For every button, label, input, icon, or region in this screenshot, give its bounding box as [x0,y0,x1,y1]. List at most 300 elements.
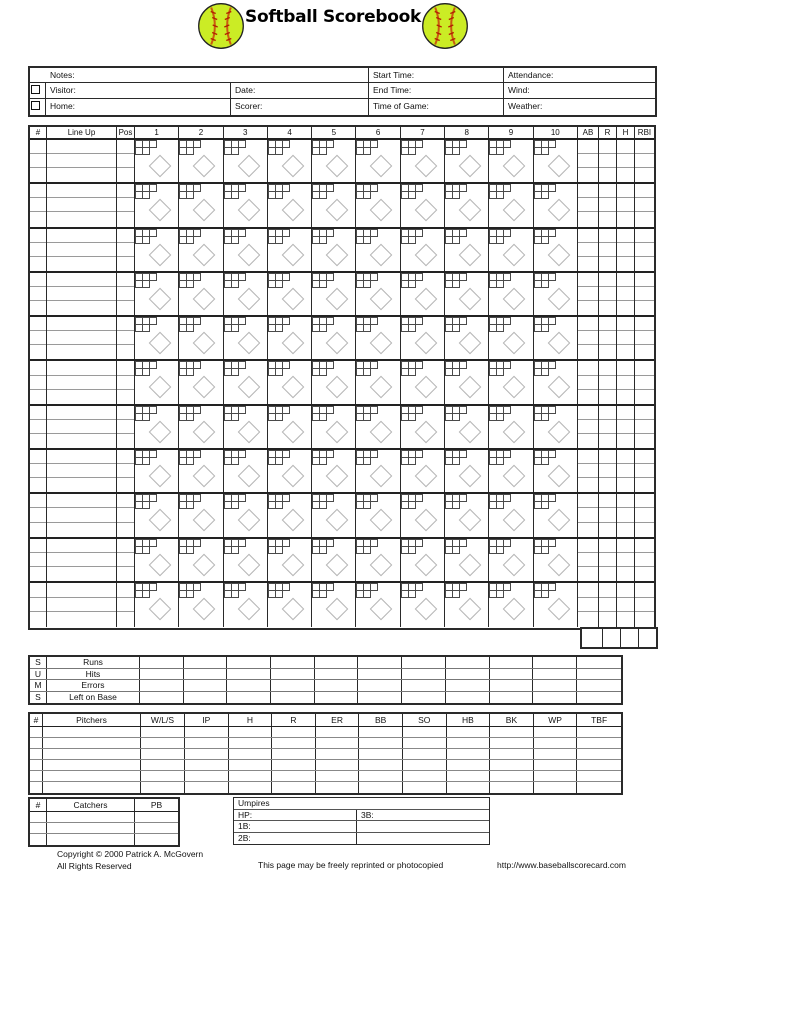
diamond-icon [547,465,570,488]
inning-cell [224,184,268,226]
pitcher-cell [447,771,491,781]
stat-cell [617,140,635,182]
pitcher-cell [229,749,273,759]
pitcher-cell [447,749,491,759]
sums-cell [446,692,490,704]
pitch-count-grid [356,361,379,376]
pitch-count-grid [489,539,512,554]
pitch-count-grid [135,539,158,554]
lineup-cell [47,406,117,448]
inning-cell [489,583,533,627]
diamond-icon [459,155,482,178]
diamond-icon [193,155,216,178]
sums-letter: U [30,669,47,680]
col-header-inning: 8 [445,127,489,138]
inning-cell [445,229,489,271]
col-header-inning: 1 [135,127,179,138]
pitcher-row [30,727,621,738]
diamond-icon [370,155,393,178]
sums-cell [271,692,315,704]
pitcher-cell [316,727,360,737]
diamond-icon [237,199,260,222]
pitch-count-grid [445,494,468,509]
umpires-row [234,833,489,845]
pitch-count-grid [401,583,424,598]
sums-cell [184,692,228,704]
sums-row [30,680,621,692]
inning-cell [489,273,533,315]
diamond-icon [370,332,393,355]
inning-cell [401,184,445,226]
pitcher-cell [534,738,578,748]
diamond-icon [547,199,570,222]
pitch-count-grid [534,184,557,199]
diamond-icon [547,332,570,355]
umpires-row [234,810,489,822]
pitch-count-grid [356,184,379,199]
diamond-icon [237,598,260,621]
diamond-icon [193,465,216,488]
diamond-icon [193,420,216,443]
sums-cell [446,657,490,668]
pitch-count-grid [534,539,557,554]
col-header-inning: 7 [401,127,445,138]
diamond-icon [459,243,482,266]
inning-cell [356,229,400,271]
number-cell [30,406,47,448]
pitch-count-grid [401,317,424,332]
batter-row [30,140,654,184]
stat-cell [599,184,617,226]
pitcher-cell [490,749,534,759]
inning-cell [401,406,445,448]
pos-cell [117,361,135,403]
sums-cell [358,692,402,704]
pitch-count-grid [179,184,202,199]
pitch-count-grid [489,184,512,199]
pitch-count-grid [534,317,557,332]
lineup-cell [47,140,117,182]
pitch-count-grid [312,361,335,376]
pitcher-cell [43,727,141,737]
diamond-icon [326,420,349,443]
stat-cell [599,450,617,492]
pitch-count-grid [135,140,158,155]
scoring-grid-header [30,127,654,140]
batter-row [30,229,654,273]
inning-cell [489,494,533,536]
diamond-icon [503,598,526,621]
diamond-icon [326,465,349,488]
pitch-count-grid [356,317,379,332]
pitch-count-grid [224,450,247,465]
pitch-count-grid [224,273,247,288]
copyright-text [57,848,203,872]
pitchers-col-header: H [229,714,273,726]
pos-cell [117,184,135,226]
pitchers-col-header: # [30,714,43,726]
pitcher-cell [490,738,534,748]
umpire-hp-field: HP: [234,810,357,821]
catcher-cell [47,834,135,845]
inning-cell [135,229,179,271]
col-header-inning: 10 [534,127,578,138]
pitch-count-grid [312,140,335,155]
sums-cell [402,669,446,680]
diamond-icon [414,155,437,178]
inning-cell [445,140,489,182]
sums-row [30,657,621,669]
inning-cell [312,450,356,492]
pitcher-cell [141,771,185,781]
diamond-icon [326,155,349,178]
diamond-icon [193,598,216,621]
diamond-icon [326,376,349,399]
stat-cell [635,317,654,359]
inning-cell [356,184,400,226]
pitch-count-grid [445,140,468,155]
scorer-field: Scorer: [231,99,369,115]
catcher-cell [30,823,47,833]
col-header-inning: 6 [356,127,400,138]
pitcher-cell [229,760,273,770]
pitch-count-grid [179,140,202,155]
pitch-count-grid [224,406,247,421]
sums-cell [358,669,402,680]
visitor-checkbox-cell [30,83,46,99]
pitch-count-grid [312,273,335,288]
inning-cell [401,229,445,271]
diamond-icon [237,332,260,355]
number-cell [30,494,47,536]
pitch-count-grid [224,583,247,598]
pitchers-col-header: BK [490,714,534,726]
number-cell [30,184,47,226]
diamond-icon [237,155,260,178]
pitchers-col-header: SO [403,714,447,726]
visitor-field: Visitor: [46,83,231,99]
inning-cell [224,229,268,271]
sums-cell [140,680,184,691]
pitch-count-grid [489,273,512,288]
pitcher-cell [403,782,447,793]
pitcher-cell [30,760,43,770]
sums-cell [227,669,271,680]
inning-cell [268,450,312,492]
diamond-icon [149,465,172,488]
inning-cell [445,317,489,359]
pitch-count-grid [224,494,247,509]
sums-cell [184,669,228,680]
inning-cell [445,406,489,448]
sums-cell [490,657,534,668]
stat-cell [578,494,599,536]
pitch-count-grid [401,539,424,554]
stat-cell [635,494,654,536]
col-header-inning: 3 [224,127,268,138]
diamond-icon [547,288,570,311]
copyright-line1: Copyright © 2000 Patrick A. McGovern [57,849,204,859]
col-header-stat: AB [578,127,599,138]
pitch-count-grid [356,494,379,509]
stat-cell [617,317,635,359]
diamond-icon [459,420,482,443]
inning-cell [489,229,533,271]
inning-cell [534,229,578,271]
total-cell [621,629,639,647]
inning-cell [445,583,489,627]
inning-cell [401,140,445,182]
inning-cell [534,406,578,448]
total-cell [603,629,621,647]
sums-cell [271,680,315,691]
inning-cell [489,184,533,226]
inning-cell [224,273,268,315]
inning-cell [224,317,268,359]
pitcher-cell [490,782,534,793]
number-cell [30,273,47,315]
pitcher-row [30,738,621,749]
inning-cell [312,539,356,581]
sums-cell [140,669,184,680]
inning-cell [312,273,356,315]
inning-cell [489,140,533,182]
catcher-cell [135,812,178,822]
inning-cell [268,229,312,271]
catcher-cell [135,823,178,833]
date-field: Date: [231,83,369,99]
inning-cell [268,583,312,627]
pitcher-cell [359,782,403,793]
inning-cell [356,317,400,359]
inning-cell [445,361,489,403]
diamond-icon [503,155,526,178]
pitch-count-grid [179,539,202,554]
pitch-count-grid [268,494,291,509]
batter-row [30,583,654,627]
inning-cell [179,494,223,536]
number-cell [30,539,47,581]
home-checkbox[interactable] [31,101,40,110]
inning-cell [401,273,445,315]
batter-row [30,273,654,317]
lineup-cell [47,273,117,315]
diamond-icon [149,553,172,576]
stat-cell [635,583,654,627]
diamond-icon [282,465,305,488]
sums-cell [227,692,271,704]
diamond-icon [326,553,349,576]
visitor-checkbox[interactable] [31,85,40,94]
inning-cell [268,494,312,536]
pitch-count-grid [356,450,379,465]
pitcher-cell [447,738,491,748]
diamond-icon [149,332,172,355]
pitcher-cell [403,771,447,781]
sums-cell [227,680,271,691]
pitcher-cell [185,738,229,748]
diamond-icon [547,509,570,532]
diamond-icon [193,243,216,266]
pitch-count-grid [268,317,291,332]
pitcher-cell [359,749,403,759]
notes-field: Notes: [30,68,369,83]
batter-row [30,539,654,583]
pos-cell [117,273,135,315]
diamond-icon [149,243,172,266]
diamond-icon [326,598,349,621]
pitchers-col-header: W/L/S [141,714,185,726]
pitcher-cell [447,727,491,737]
batter-row [30,184,654,228]
pitcher-cell [43,738,141,748]
pitch-count-grid [268,450,291,465]
diamond-icon [237,243,260,266]
pitch-count-grid [445,406,468,421]
wind-field: Wind: [504,83,655,99]
pitcher-cell [403,727,447,737]
diamond-icon [149,155,172,178]
diamond-icon [547,420,570,443]
col-header-pos: Pos [117,127,135,138]
col-header-stat: H [617,127,635,138]
diamond-icon [149,288,172,311]
pitcher-row [30,760,621,771]
diamond-icon [370,553,393,576]
sums-cell [184,680,228,691]
diamond-icon [414,376,437,399]
softball-icon-right [421,2,469,50]
pitch-count-grid [224,317,247,332]
pitcher-cell [185,760,229,770]
pitcher-cell [141,760,185,770]
pos-cell [117,450,135,492]
inning-cell [356,140,400,182]
diamond-icon [282,509,305,532]
inning-cell [401,494,445,536]
inning-cell [224,406,268,448]
pitch-count-grid [401,140,424,155]
inning-cell [312,494,356,536]
diamond-icon [503,420,526,443]
pitcher-row [30,749,621,760]
stat-cell [599,361,617,403]
sums-cell [402,657,446,668]
catcher-cell [47,823,135,833]
lineup-cell [47,361,117,403]
batter-row [30,450,654,494]
pitch-count-grid [179,273,202,288]
sums-cell [271,657,315,668]
pitchers-col-header: IP [185,714,229,726]
inning-cell [179,184,223,226]
pitcher-cell [272,771,316,781]
inning-cell [445,450,489,492]
stat-cell [599,317,617,359]
inning-cell [312,583,356,627]
pitch-count-grid [534,450,557,465]
stat-cell [599,140,617,182]
pitcher-cell [534,727,578,737]
inning-cell [445,494,489,536]
diamond-icon [193,199,216,222]
col-header-inning: 9 [489,127,533,138]
pitch-count-grid [312,583,335,598]
pitcher-cell [141,782,185,793]
pitch-count-grid [135,229,158,244]
sums-row [30,692,621,704]
pitch-count-grid [224,539,247,554]
inning-cell [179,317,223,359]
reprint-note: This page may be freely reprinted or photocopied [258,860,444,870]
inning-cell [489,406,533,448]
diamond-icon [193,288,216,311]
number-cell [30,317,47,359]
col-header-inning: 4 [268,127,312,138]
catcher-cell [135,834,178,845]
diamond-icon [370,509,393,532]
sums-cell [227,657,271,668]
diamond-icon [149,598,172,621]
pitchers-col-header: R [272,714,316,726]
inning-cell [534,583,578,627]
stat-totals-block [580,627,658,649]
stat-cell [578,361,599,403]
scoring-grid [28,125,656,630]
pitch-count-grid [268,539,291,554]
inning-cell [401,539,445,581]
pitch-count-grid [401,361,424,376]
pitcher-cell [30,771,43,781]
diamond-icon [237,509,260,532]
inning-cell [534,140,578,182]
pitch-count-grid [534,140,557,155]
diamond-icon [547,553,570,576]
diamond-icon [414,243,437,266]
stat-cell [617,539,635,581]
total-cell [582,629,603,647]
pitcher-cell [490,760,534,770]
sums-cell [184,657,228,668]
sums-cell [577,669,621,680]
sums-cell [577,692,621,704]
pitcher-cell [43,760,141,770]
stat-cell [617,184,635,226]
title-bar [197,2,467,50]
inning-cell [135,361,179,403]
pitcher-cell [316,760,360,770]
sums-label: Left on Base [47,692,140,704]
inning-cell [268,406,312,448]
diamond-icon [282,332,305,355]
diamond-icon [459,288,482,311]
pitcher-cell [490,771,534,781]
pitch-count-grid [489,406,512,421]
pitch-count-grid [489,140,512,155]
pitch-count-grid [445,361,468,376]
home-checkbox-cell [30,99,46,115]
pitchers-col-header: ER [316,714,360,726]
inning-cell [135,140,179,182]
sums-cell [140,657,184,668]
catcher-cell [30,812,47,822]
stat-cell [578,140,599,182]
catchers-col-header: PB [150,799,163,810]
number-cell [30,583,47,627]
inning-cell [179,229,223,271]
diamond-icon [547,376,570,399]
pitch-count-grid [445,450,468,465]
